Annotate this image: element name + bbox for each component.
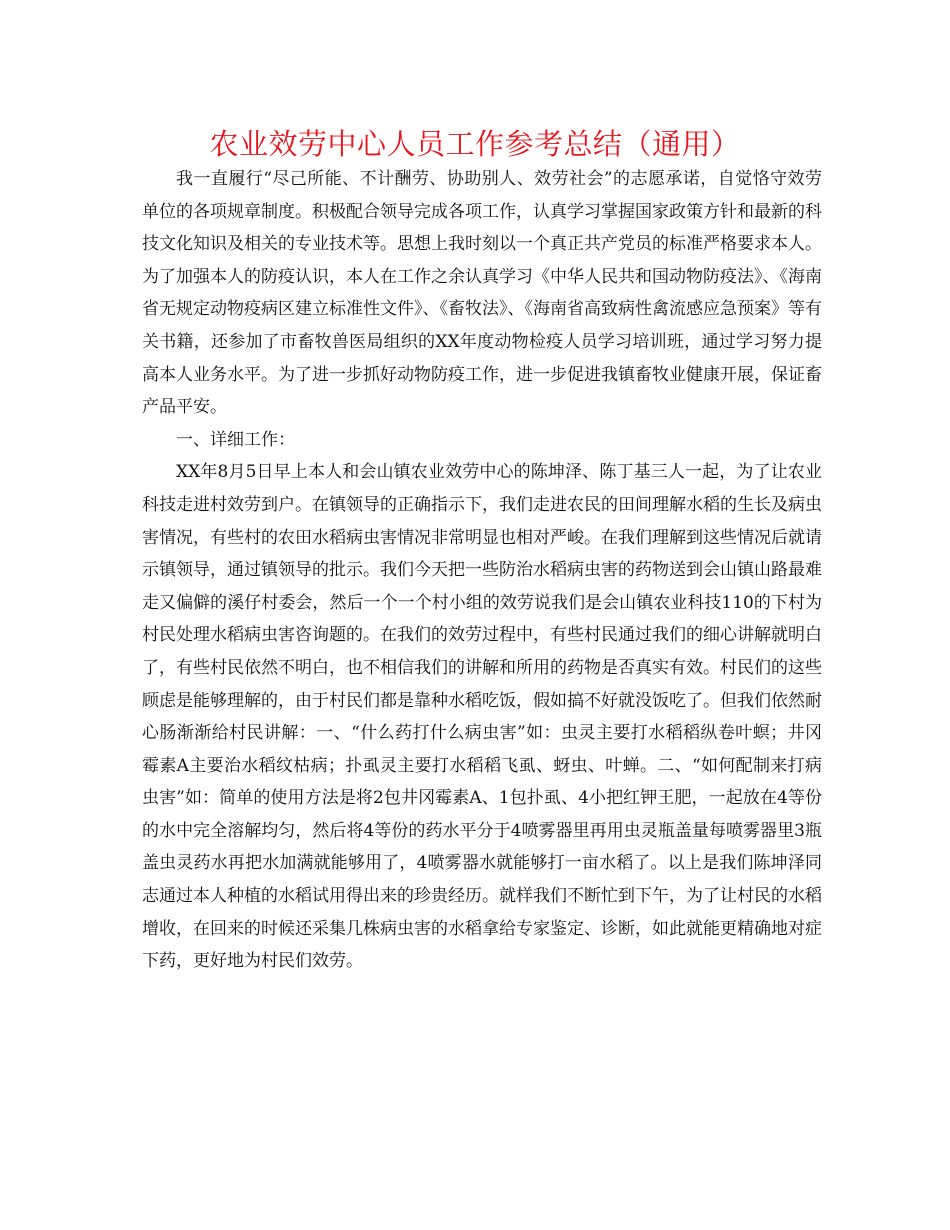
paragraph-section-heading: 一、详细工作： <box>176 429 295 450</box>
document-body <box>142 163 822 978</box>
paragraph-intro: 我一直履行“尽己所能、不计酬劳、协助别人、效劳社会”的志愿承诺，自觉恪守效劳单位的各项规章制度。积极配合领导完成各项工作，认真学习掌握国家政策方针和最新的科技文化知识及相关的专业技术等。思想上我时刻以一个真正共产党员的标准严格要求本人。为了加强本人的防疫认识，本人在工作之余认真学习《中华人民共和国动物防疫法》、《海南省无规定动物疫病区建立标准性文件》、《畜牧法》、《海南省高致病性禽流感应急预案》等有关书籍，还参加了市畜牧兽医局组织的XX年度动物检疫人员学习培训班，通过学习努力提高本人业务水平。为了进一步抓好动物防疫工作，进一步促进我镇畜牧业健康开展，保证畜产品平安。 <box>142 169 822 418</box>
document-title: 农业效劳中心人员工作参考总结（通用） <box>209 127 741 161</box>
paragraph-work-details: XX年8月5日早上本人和会山镇农业效劳中心的陈坤泽、陈丁基三人一起，为了让农业科技走进村效劳到户。在镇领导的正确指示下，我们走进农民的田间理解水稻的生长及病虫害情况，有些村的农田水稻病虫害情况非常明显也相对严峻。在我们理解到这些情况后就请示镇领导，通过镇领导的批示。我们今天把一些防治水稻病虫害的药物送到会山镇山路最难走又偏僻的溪仔村委会，然后一个一个村小组的效劳说我们是会山镇农业科技110的下村为村民处理水稻病虫害咨询题的。在我们的效劳过程中，有些村民通过我们的细心讲解就明白了，有些村民依然不明白，也不相信我们的讲解和所用的药物是否真实有效。村民们的这些顾虑是能够理解的，由于村民们都是靠种水稻吃饭，假如搞不好就没饭吃了。但我们依然耐心肠渐渐给村民讲解：一、“什么药打什么病虫害”如：虫灵主要打水稻稻纵卷叶螟；井冈霉素A主要治水稻纹枯病；扑虱灵主要打水稻稻飞虱、蚜虫、叶蝉。二、“如何配制来打病虫害”如：简单的使用方法是将2包井冈霉素A、1包扑虱、4小把红钾王肥，一起放在4等份的水中完全溶解均匀，然后将4等份的药水平分于4喷雾器里再用虫灵瓶盖量每喷雾器里3瓶盖虫灵药水再把水加满就能够用了，4喷雾器水就能够打一亩水稻了。以上是我们陈坤泽同志通过本人种植的水稻试用得出来的珍贵经历。就样我们不断忙到下午，为了让村民的水稻增收，在回来的时候还采集几株病虫害的水稻拿给专家鉴定、诊断，如此就能更精确地对症下药，更好地为村民们效劳。 <box>142 462 822 972</box>
